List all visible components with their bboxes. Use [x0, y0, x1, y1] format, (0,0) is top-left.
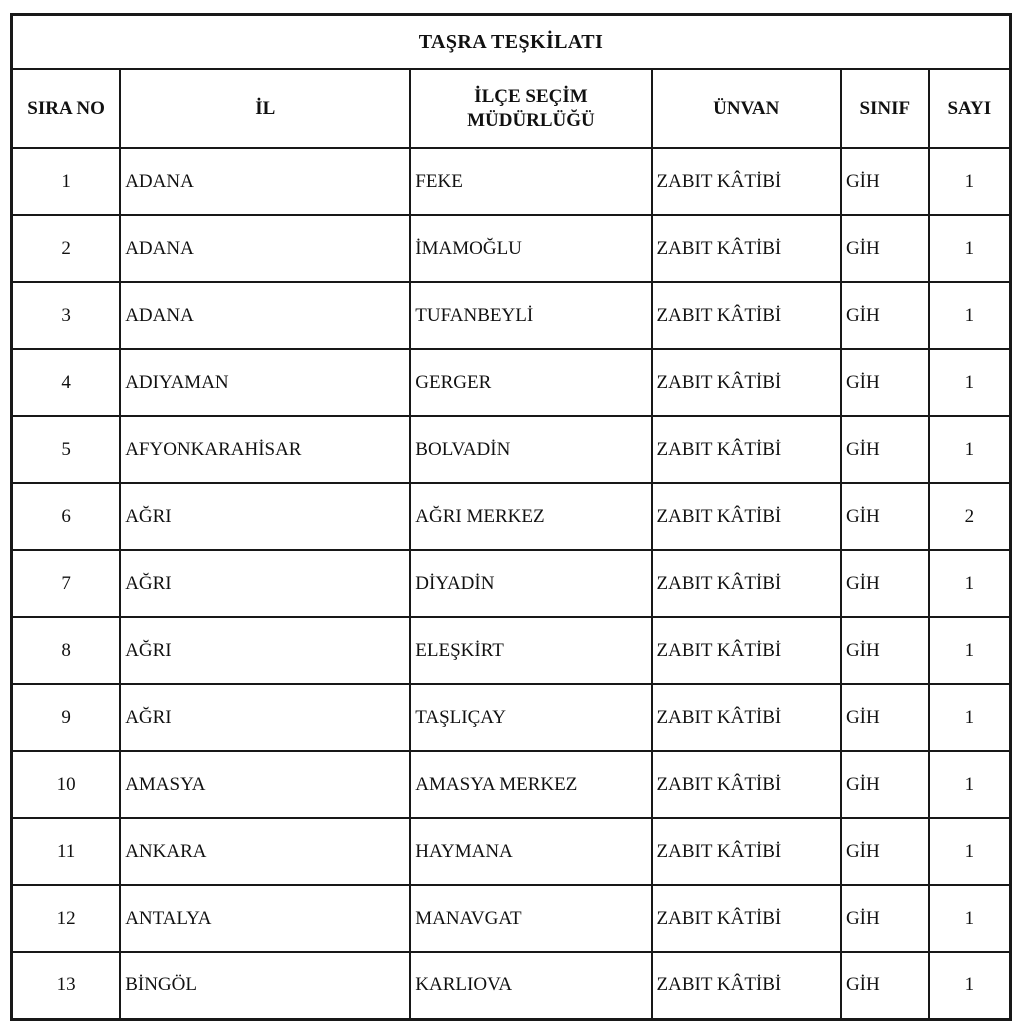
cell-ilce-secim-mudurlugu: HAYMANA	[410, 818, 651, 885]
cell-sayi: 1	[929, 148, 1011, 215]
cell-il: AĞRI	[120, 550, 410, 617]
cell-ilce-secim-mudurlugu: DİYADİN	[410, 550, 651, 617]
cell-il: AĞRI	[120, 483, 410, 550]
column-header-sira-no: SIRA NO	[12, 69, 121, 148]
cell-sayi: 1	[929, 349, 1011, 416]
cell-il: AFYONKARAHİSAR	[120, 416, 410, 483]
cell-sinif: GİH	[841, 617, 929, 684]
cell-sayi: 1	[929, 617, 1011, 684]
table-row	[12, 349, 1011, 416]
column-header-sayi: SAYI	[929, 69, 1011, 148]
table-row	[12, 215, 1011, 282]
cell-sayi: 1	[929, 282, 1011, 349]
table-row	[12, 416, 1011, 483]
cell-sira-no: 1	[12, 148, 121, 215]
cell-unvan: ZABIT KÂTİBİ	[652, 483, 841, 550]
cell-sinif: GİH	[841, 215, 929, 282]
cell-il: ADANA	[120, 148, 410, 215]
cell-il: ADANA	[120, 282, 410, 349]
cell-unvan: ZABIT KÂTİBİ	[652, 282, 841, 349]
cell-sayi: 2	[929, 483, 1011, 550]
cell-sayi: 1	[929, 952, 1011, 1019]
table-title: TAŞRA TEŞKİLATI	[12, 15, 1011, 70]
cell-unvan: ZABIT KÂTİBİ	[652, 617, 841, 684]
table-body	[12, 148, 1011, 1019]
cell-ilce-secim-mudurlugu: TAŞLIÇAY	[410, 684, 651, 751]
cell-sinif: GİH	[841, 349, 929, 416]
cell-ilce-secim-mudurlugu: GERGER	[410, 349, 651, 416]
cell-sira-no: 13	[12, 952, 121, 1019]
cell-sinif: GİH	[841, 550, 929, 617]
cell-sira-no: 3	[12, 282, 121, 349]
cell-sinif: GİH	[841, 885, 929, 952]
cell-sinif: GİH	[841, 148, 929, 215]
cell-ilce-secim-mudurlugu: AMASYA MERKEZ	[410, 751, 651, 818]
cell-sayi: 1	[929, 684, 1011, 751]
cell-sira-no: 8	[12, 617, 121, 684]
cell-unvan: ZABIT KÂTİBİ	[652, 550, 841, 617]
table-row	[12, 282, 1011, 349]
cell-sayi: 1	[929, 416, 1011, 483]
cell-il: ADANA	[120, 215, 410, 282]
cell-il: ADIYAMAN	[120, 349, 410, 416]
table-row	[12, 483, 1011, 550]
cell-unvan: ZABIT KÂTİBİ	[652, 818, 841, 885]
cell-sira-no: 9	[12, 684, 121, 751]
cell-il: ANTALYA	[120, 885, 410, 952]
cell-sinif: GİH	[841, 952, 929, 1019]
cell-ilce-secim-mudurlugu: MANAVGAT	[410, 885, 651, 952]
cell-ilce-secim-mudurlugu: AĞRI MERKEZ	[410, 483, 651, 550]
cell-il: AMASYA	[120, 751, 410, 818]
cell-unvan: ZABIT KÂTİBİ	[652, 215, 841, 282]
cell-sinif: GİH	[841, 483, 929, 550]
title-row	[12, 15, 1011, 70]
column-header-unvan: ÜNVAN	[652, 69, 841, 148]
column-header-ilce-secim-mudurlugu: İLÇE SEÇİM MÜDÜRLÜĞÜ	[410, 69, 651, 148]
cell-sira-no: 5	[12, 416, 121, 483]
cell-sira-no: 11	[12, 818, 121, 885]
cell-unvan: ZABIT KÂTİBİ	[652, 148, 841, 215]
cell-unvan: ZABIT KÂTİBİ	[652, 952, 841, 1019]
table-row	[12, 952, 1011, 1019]
cell-unvan: ZABIT KÂTİBİ	[652, 349, 841, 416]
cell-sinif: GİH	[841, 684, 929, 751]
cell-sinif: GİH	[841, 282, 929, 349]
cell-sayi: 1	[929, 550, 1011, 617]
cell-ilce-secim-mudurlugu: ELEŞKİRT	[410, 617, 651, 684]
table-row	[12, 617, 1011, 684]
table-row	[12, 818, 1011, 885]
cell-sinif: GİH	[841, 818, 929, 885]
cell-ilce-secim-mudurlugu: İMAMOĞLU	[410, 215, 651, 282]
table-row	[12, 885, 1011, 952]
table-row	[12, 550, 1011, 617]
personnel-table	[10, 13, 1012, 1021]
cell-ilce-secim-mudurlugu: KARLIOVA	[410, 952, 651, 1019]
column-header-il: İL	[120, 69, 410, 148]
cell-sira-no: 12	[12, 885, 121, 952]
header-row	[12, 69, 1011, 148]
cell-sinif: GİH	[841, 416, 929, 483]
cell-ilce-secim-mudurlugu: TUFANBEYLİ	[410, 282, 651, 349]
cell-sayi: 1	[929, 215, 1011, 282]
cell-ilce-secim-mudurlugu: FEKE	[410, 148, 651, 215]
cell-sira-no: 6	[12, 483, 121, 550]
cell-unvan: ZABIT KÂTİBİ	[652, 684, 841, 751]
cell-il: BİNGÖL	[120, 952, 410, 1019]
cell-sayi: 1	[929, 885, 1011, 952]
cell-unvan: ZABIT KÂTİBİ	[652, 885, 841, 952]
cell-il: ANKARA	[120, 818, 410, 885]
cell-unvan: ZABIT KÂTİBİ	[652, 751, 841, 818]
table-row	[12, 751, 1011, 818]
cell-sinif: GİH	[841, 751, 929, 818]
cell-ilce-secim-mudurlugu: BOLVADİN	[410, 416, 651, 483]
table-row	[12, 684, 1011, 751]
cell-sayi: 1	[929, 751, 1011, 818]
cell-sira-no: 7	[12, 550, 121, 617]
cell-il: AĞRI	[120, 684, 410, 751]
cell-sayi: 1	[929, 818, 1011, 885]
cell-sira-no: 4	[12, 349, 121, 416]
cell-il: AĞRI	[120, 617, 410, 684]
cell-sira-no: 2	[12, 215, 121, 282]
column-header-sinif: SINIF	[841, 69, 929, 148]
cell-sira-no: 10	[12, 751, 121, 818]
cell-unvan: ZABIT KÂTİBİ	[652, 416, 841, 483]
table-row	[12, 148, 1011, 215]
